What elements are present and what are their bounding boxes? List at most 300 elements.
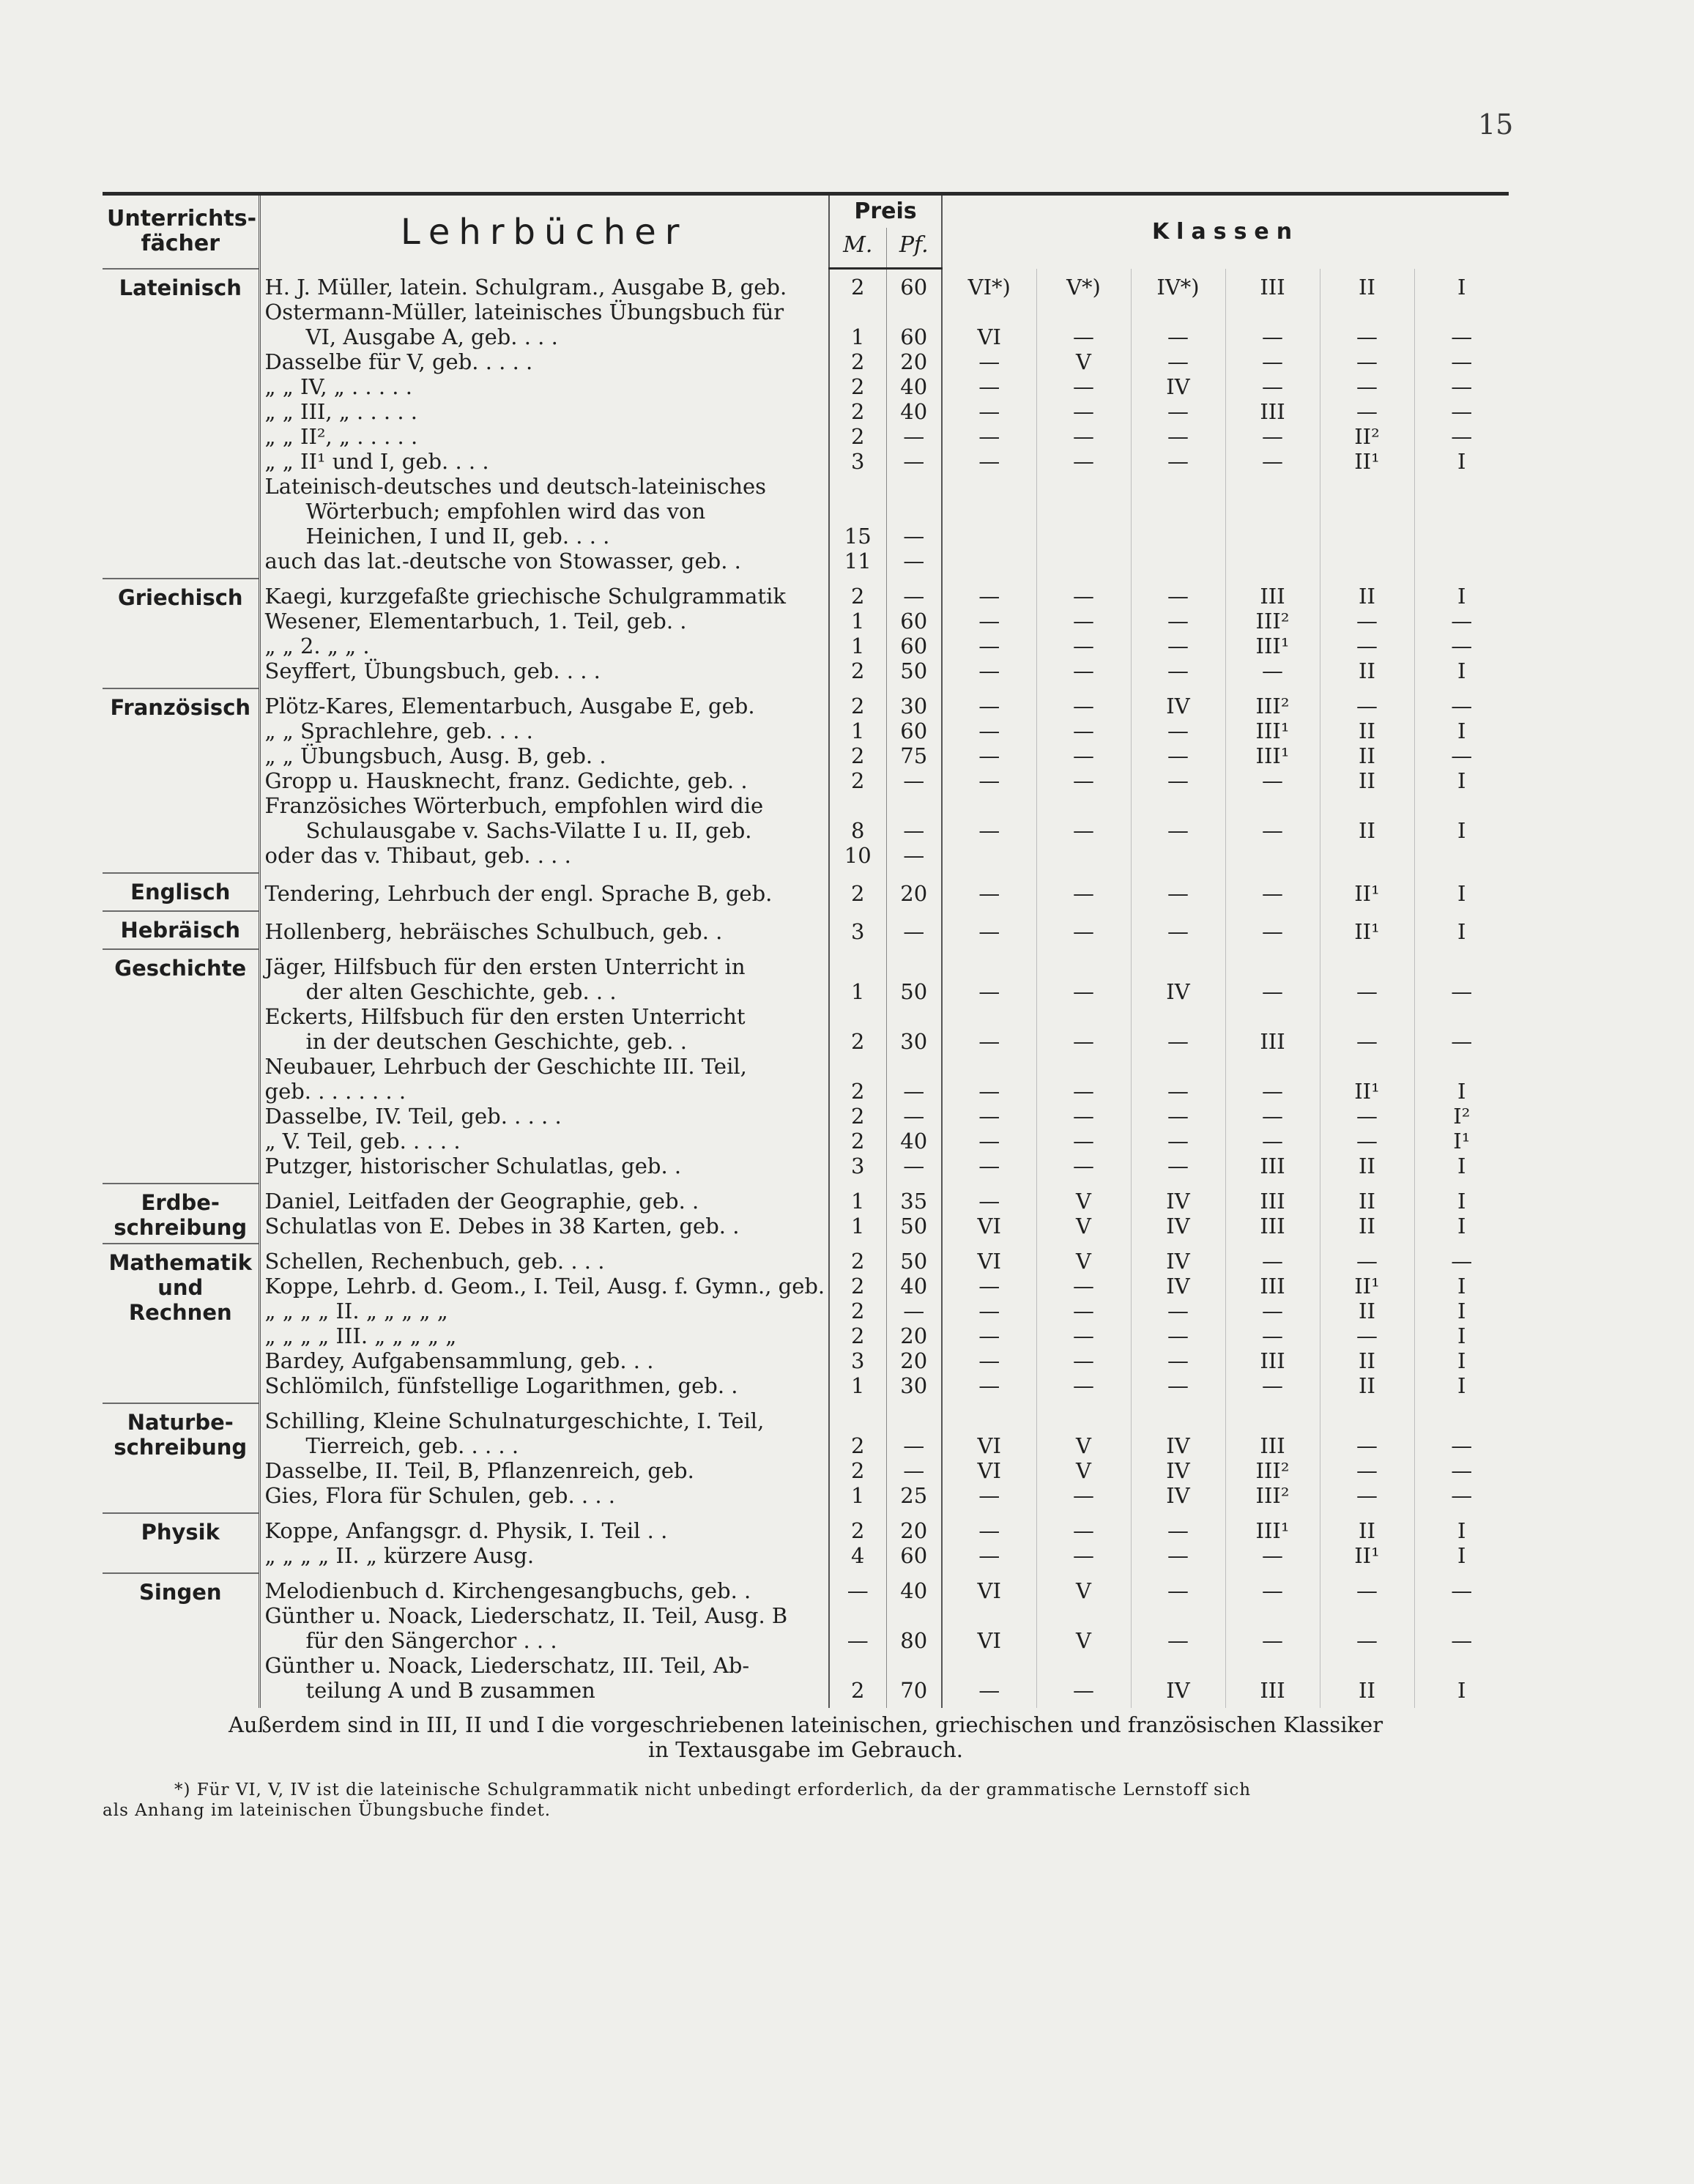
price-mark-cell: 2 <box>829 1274 886 1299</box>
price-mark-cell <box>829 1603 886 1628</box>
textbook-cell <box>259 1458 829 1483</box>
textbook-cell <box>259 1513 829 1543</box>
price-pfennig-cell: — <box>886 1433 942 1458</box>
subject-cell: Französisch <box>103 688 259 873</box>
subject-group <box>103 1244 1509 1403</box>
class-cell: — <box>1225 1373 1320 1403</box>
class-cell: — <box>1225 1079 1320 1104</box>
class-cell: — <box>1451 424 1473 449</box>
class-cell: — <box>1036 818 1131 843</box>
class-cell <box>1414 499 1509 524</box>
class-cell <box>942 1403 1036 1433</box>
textbook-title: „ „ III, „ . . . . . <box>264 399 417 424</box>
class-cell: IV <box>1131 1274 1225 1299</box>
class-cell: V <box>1036 1573 1131 1603</box>
class-cell: — <box>1131 873 1225 911</box>
class-cell <box>1131 949 1225 979</box>
class-cell: — <box>1131 718 1225 743</box>
class-cell <box>1414 1603 1509 1628</box>
page-number: 15 <box>1478 108 1514 141</box>
table-row <box>103 300 1509 324</box>
class-cell: V <box>1036 1214 1131 1244</box>
textbook-title: Wörterbuch; empfohlen wird das von <box>305 499 706 524</box>
class-cell: — <box>1320 1433 1414 1458</box>
table-row <box>103 1403 1509 1433</box>
price-pfennig-cell <box>886 1403 942 1433</box>
class-cell <box>1131 1653 1225 1678</box>
class-cell: III <box>1225 579 1320 609</box>
class-cell: — <box>1225 349 1320 374</box>
textbook-title: Melodienbuch d. Kirchengesangbuchs, geb. . <box>264 1578 751 1603</box>
price-mark-cell: 2 <box>829 658 886 688</box>
class-cell: IV <box>1131 374 1225 399</box>
price-pfennig-cell: — <box>886 579 942 609</box>
price-pfennig-cell: 40 <box>886 399 942 424</box>
class-cell: III¹ <box>1225 634 1320 658</box>
class-cell: — <box>1036 658 1131 688</box>
class-cell: I <box>1457 1518 1466 1543</box>
class-cell: — <box>1036 1129 1131 1154</box>
textbook-title: Lateinisch-deutsches und deutsch-lateinisches <box>264 474 767 499</box>
class-cell: — <box>1131 768 1225 793</box>
subject-cell: Griechisch <box>103 579 259 688</box>
price-mark-cell: 2 <box>829 768 886 793</box>
textbook-title: Ostermann-Müller, lateinisches Übungsbuch für <box>264 300 784 324</box>
class-cell: — <box>942 1348 1036 1373</box>
class-cell: I <box>1457 1189 1466 1214</box>
table-row <box>103 1323 1509 1348</box>
price-pfennig-cell: — <box>886 1154 942 1184</box>
class-cell: — <box>942 768 1036 793</box>
class-cell: II <box>1320 1348 1414 1373</box>
class-cell: — <box>942 424 1036 449</box>
price-pfennig-cell: 35 <box>886 1184 942 1214</box>
class-cell: — <box>1036 634 1131 658</box>
class-cell: — <box>1451 374 1473 399</box>
subject-group <box>103 1513 1509 1573</box>
textbook-title: Plötz-Kares, Elementarbuch, Ausgabe E, geb. <box>264 694 755 718</box>
class-cell: — <box>1451 979 1473 1004</box>
class-cell: III <box>1225 1214 1320 1244</box>
class-cell: — <box>1320 1029 1414 1054</box>
class-cell: II <box>1320 743 1414 768</box>
price-pfennig-cell: — <box>886 449 942 474</box>
footnote <box>103 1780 1509 1821</box>
textbook-title: Französiches Wörterbuch, empfohlen wird die <box>264 793 764 818</box>
class-cell: II¹ <box>1320 1543 1414 1573</box>
class-cell: — <box>1451 1249 1473 1274</box>
price-pfennig-cell: — <box>886 768 942 793</box>
class-cell: V*) <box>1036 269 1131 300</box>
table-row <box>103 1104 1509 1129</box>
subject-cell: Hebräisch <box>103 911 259 949</box>
class-cell: — <box>942 1154 1036 1184</box>
textbook-title: Koppe, Lehrb. d. Geom., I. Teil, Ausg. f. Gymn., geb. <box>264 1274 825 1299</box>
price-pfennig-cell: 80 <box>886 1628 942 1653</box>
price-mark-cell: 2 <box>829 688 886 718</box>
class-cell <box>942 1004 1036 1029</box>
table-row <box>103 549 1509 579</box>
textbook-title: Schulausgabe v. Sachs-Vilatte I u. II, geb. <box>305 818 752 843</box>
price-mark-cell: 2 <box>829 873 886 911</box>
classics-note <box>103 1712 1509 1762</box>
class-cell <box>1131 843 1225 873</box>
textbook-title: Schulatlas von E. Debes in 38 Karten, geb. . <box>264 1214 740 1238</box>
class-cell <box>1414 949 1509 979</box>
price-mark-cell: 2 <box>829 1513 886 1543</box>
class-cell: — <box>1451 324 1473 349</box>
class-cell: — <box>1131 818 1225 843</box>
class-cell: — <box>1225 873 1320 911</box>
class-cell <box>1131 1603 1225 1628</box>
class-cell: — <box>1036 1348 1131 1373</box>
class-cell: II <box>1320 1513 1414 1543</box>
textbook-title: „ „ „ „ III. „ „ „ „ „ <box>264 1323 457 1348</box>
textbook-cell <box>259 1348 829 1373</box>
class-cell <box>1036 843 1131 873</box>
class-cell <box>1225 1403 1320 1433</box>
table-row <box>103 1154 1509 1184</box>
class-cell <box>1131 524 1225 549</box>
class-cell: — <box>1225 1628 1320 1653</box>
class-cell <box>1414 549 1509 579</box>
textbook-cell <box>259 1244 829 1274</box>
textbook-cell <box>259 1603 829 1628</box>
class-cell: — <box>1225 424 1320 449</box>
table-row <box>103 873 1509 911</box>
subject-group <box>103 949 1509 1184</box>
class-cell: IV*) <box>1131 269 1225 300</box>
class-cell: — <box>1131 609 1225 634</box>
class-cell: — <box>942 1323 1036 1348</box>
price-pfennig-cell <box>886 300 942 324</box>
price-pfennig-cell: — <box>886 843 942 873</box>
pfennig-header: Pf. <box>886 228 942 269</box>
class-cell <box>1320 1004 1414 1029</box>
price-pfennig-cell: 60 <box>886 609 942 634</box>
table-row <box>103 1244 1509 1274</box>
textbook-title: „ „ „ „ II. „ kürzere Ausg. <box>264 1543 535 1568</box>
class-cell: — <box>1131 1154 1225 1184</box>
subject-cell: Lateinisch <box>103 269 259 579</box>
class-cell: VI <box>942 1433 1036 1458</box>
class-cell: — <box>1131 1543 1225 1573</box>
class-cell: III <box>1225 1154 1320 1184</box>
price-mark-cell: 10 <box>829 843 886 873</box>
subject-group <box>103 873 1509 911</box>
class-cell <box>1225 300 1320 324</box>
textbook-cell <box>259 634 829 658</box>
subject-group <box>103 1403 1509 1513</box>
class-cell: — <box>1131 324 1225 349</box>
class-cell: — <box>942 1104 1036 1129</box>
textbook-cell <box>259 1628 829 1653</box>
table-row <box>103 843 1509 873</box>
class-cell: — <box>1131 911 1225 949</box>
class-cell: IV <box>1131 1214 1225 1244</box>
class-cell: VI <box>942 1573 1036 1603</box>
class-cell <box>1225 474 1320 499</box>
price-pfennig-cell: 70 <box>886 1678 942 1708</box>
class-cell: — <box>942 579 1036 609</box>
class-cell <box>1320 524 1414 549</box>
class-cell: VI <box>942 1214 1036 1244</box>
class-cell: — <box>1225 449 1320 474</box>
class-cell: I <box>1457 658 1466 683</box>
price-pfennig-cell <box>886 1004 942 1029</box>
price-mark-cell: 2 <box>829 1244 886 1274</box>
classes-header: Klassen <box>942 194 1509 269</box>
table-row <box>103 609 1509 634</box>
class-cell: — <box>1036 1513 1131 1543</box>
class-cell <box>1036 499 1131 524</box>
class-cell: — <box>942 1029 1036 1054</box>
price-pfennig-cell: 60 <box>886 324 942 349</box>
price-pfennig-cell: 40 <box>886 1573 942 1603</box>
class-cell <box>1131 549 1225 579</box>
price-pfennig-cell: — <box>886 911 942 949</box>
class-cell: — <box>1451 609 1473 634</box>
price-mark-cell <box>829 1004 886 1029</box>
class-cell: — <box>1036 873 1131 911</box>
table-row <box>103 1513 1509 1543</box>
table-row <box>103 1029 1509 1054</box>
class-cell <box>1414 843 1509 873</box>
price-mark-cell: 1 <box>829 634 886 658</box>
class-cell: IV <box>1131 1458 1225 1483</box>
price-mark-cell: 1 <box>829 718 886 743</box>
class-cell: — <box>1320 979 1414 1004</box>
class-cell: V <box>1036 1458 1131 1483</box>
textbook-title: Wesener, Elementarbuch, 1. Teil, geb. . <box>264 609 687 634</box>
class-cell: VI <box>942 1244 1036 1274</box>
class-cell: III¹ <box>1225 743 1320 768</box>
textbook-title: Eckerts, Hilfsbuch für den ersten Unterricht <box>264 1004 746 1029</box>
price-pfennig-cell: 30 <box>886 1373 942 1403</box>
class-cell: V <box>1036 1628 1131 1653</box>
textbook-title: Heinichen, I und II, geb. . . . <box>305 524 610 549</box>
textbook-cell <box>259 768 829 793</box>
class-cell: — <box>1131 743 1225 768</box>
price-pfennig-cell: 20 <box>886 349 942 374</box>
table-row <box>103 911 1509 949</box>
textbook-title: oder das v. Thibaut, geb. . . . <box>264 843 571 868</box>
price-mark-cell: 2 <box>829 1104 886 1129</box>
class-cell: — <box>1225 374 1320 399</box>
textbook-title: für den Sängerchor . . . <box>305 1628 557 1653</box>
table-row <box>103 1348 1509 1373</box>
textbook-title: Schlömilch, fünfstellige Logarithmen, geb. . <box>264 1373 738 1398</box>
textbook-cell <box>259 300 829 324</box>
table-row <box>103 1483 1509 1513</box>
class-cell: IV <box>1131 979 1225 1004</box>
class-cell <box>1036 1653 1131 1678</box>
table-row <box>103 424 1509 449</box>
textbook-title: Dasselbe, II. Teil, B, Pflanzenreich, geb. <box>264 1458 694 1483</box>
table-row <box>103 1214 1509 1244</box>
table-row <box>103 269 1509 300</box>
textbook-title: „ „ II², „ . . . . . <box>264 424 418 449</box>
class-cell <box>1036 949 1131 979</box>
class-cell: III <box>1225 1433 1320 1458</box>
table-row <box>103 1079 1509 1104</box>
class-cell: III <box>1225 1184 1320 1214</box>
class-cell: II <box>1320 1214 1414 1244</box>
textbook-cell <box>259 1274 829 1299</box>
class-cell: — <box>1225 1323 1320 1348</box>
class-cell <box>1414 524 1509 549</box>
table-row <box>103 1628 1509 1653</box>
textbook-title: der alten Geschichte, geb. . . <box>305 979 617 1004</box>
price-pfennig-cell: 60 <box>886 269 942 300</box>
class-cell: — <box>1036 979 1131 1004</box>
class-cell: I <box>1457 1373 1466 1398</box>
price-pfennig-cell: 25 <box>886 1483 942 1513</box>
price-pfennig-cell: 60 <box>886 718 942 743</box>
class-cell <box>1036 793 1131 818</box>
class-cell: — <box>1451 1433 1473 1458</box>
class-cell: III¹ <box>1225 718 1320 743</box>
class-cell <box>1320 474 1414 499</box>
class-cell: II <box>1320 269 1414 300</box>
price-mark-cell: 1 <box>829 1184 886 1214</box>
class-cell: — <box>1131 1373 1225 1403</box>
class-cell: — <box>1036 1079 1131 1104</box>
table-row <box>103 1603 1509 1628</box>
class-cell: III <box>1225 1274 1320 1299</box>
class-cell: — <box>1036 1274 1131 1299</box>
subject-cell: Physik <box>103 1513 259 1573</box>
class-cell: — <box>942 1129 1036 1154</box>
class-cell: — <box>1036 1373 1131 1403</box>
textbook-cell <box>259 1433 829 1458</box>
class-cell: I <box>1457 1214 1466 1238</box>
price-pfennig-cell: — <box>886 1299 942 1323</box>
class-cell: — <box>1320 1244 1414 1274</box>
table-row <box>103 499 1509 524</box>
class-cell: VI <box>942 1458 1036 1483</box>
textbook-cell <box>259 1184 829 1214</box>
class-cell: III <box>1225 1348 1320 1373</box>
price-pfennig-cell: 60 <box>886 634 942 658</box>
class-cell: IV <box>1131 1433 1225 1458</box>
class-cell: — <box>1320 1573 1414 1603</box>
subject-cell: Singen <box>103 1573 259 1708</box>
class-cell: I <box>1457 1154 1466 1178</box>
class-cell: — <box>1320 1129 1414 1154</box>
textbook-cell <box>259 349 829 374</box>
class-cell: I <box>1457 718 1466 743</box>
class-cell <box>1320 843 1414 873</box>
class-cell: — <box>1131 1029 1225 1054</box>
price-mark-cell: — <box>829 1628 886 1653</box>
textbook-title: Jäger, Hilfsbuch für den ersten Unterricht in <box>264 954 746 979</box>
price-pfennig-cell: 40 <box>886 374 942 399</box>
class-cell: III² <box>1225 1483 1320 1513</box>
textbook-title: Dasselbe, IV. Teil, geb. . . . . <box>264 1104 562 1129</box>
class-cell: II² <box>1320 424 1414 449</box>
class-cell: — <box>1320 1458 1414 1483</box>
class-cell: — <box>1320 688 1414 718</box>
class-cell <box>1131 1054 1225 1079</box>
class-cell: — <box>942 1513 1036 1543</box>
price-mark-cell: 2 <box>829 424 886 449</box>
class-cell: I <box>1457 1678 1466 1703</box>
class-cell <box>1414 1004 1509 1029</box>
class-cell <box>942 1653 1036 1678</box>
textbook-table <box>103 192 1509 1708</box>
class-cell: — <box>942 1079 1036 1104</box>
class-cell: II <box>1320 1184 1414 1214</box>
textbook-cell <box>259 718 829 743</box>
class-cell: — <box>1451 1483 1473 1508</box>
class-cell: — <box>1036 1299 1131 1323</box>
textbook-cell <box>259 579 829 609</box>
class-cell: — <box>1225 1573 1320 1603</box>
class-cell <box>1414 1653 1509 1678</box>
class-cell <box>1036 300 1131 324</box>
table-row <box>103 524 1509 549</box>
class-cell: — <box>1131 1299 1225 1323</box>
class-cell: IV <box>1131 1184 1225 1214</box>
price-pfennig-cell: — <box>886 424 942 449</box>
table-row <box>103 949 1509 979</box>
table-row <box>103 688 1509 718</box>
class-cell: II <box>1320 818 1414 843</box>
class-cell: V <box>1036 1433 1131 1458</box>
class-cell <box>1036 524 1131 549</box>
class-cell <box>942 499 1036 524</box>
class-cell: — <box>1036 911 1131 949</box>
price-mark-cell: 1 <box>829 609 886 634</box>
class-cell: — <box>1036 1154 1131 1184</box>
class-cell: — <box>1320 324 1414 349</box>
class-cell <box>1036 1603 1131 1628</box>
class-cell: — <box>1225 324 1320 349</box>
table-row <box>103 634 1509 658</box>
class-cell: — <box>1225 1543 1320 1573</box>
class-cell <box>1320 1403 1414 1433</box>
class-cell <box>1036 474 1131 499</box>
class-cell <box>942 843 1036 873</box>
class-cell: I <box>1457 275 1466 300</box>
textbook-title: Tierreich, geb. . . . . <box>305 1433 519 1458</box>
class-cell: — <box>942 718 1036 743</box>
textbook-title: Günther u. Noack, Liederschatz, III. Teil, Ab- <box>264 1653 750 1678</box>
class-cell <box>1320 1054 1414 1079</box>
textbook-cell <box>259 843 829 873</box>
class-cell: — <box>942 743 1036 768</box>
class-cell: IV <box>1131 1483 1225 1513</box>
class-cell: — <box>1131 1348 1225 1373</box>
class-cell <box>1320 300 1414 324</box>
price-mark-cell: 1 <box>829 1214 886 1244</box>
class-cell: I <box>1457 1274 1466 1299</box>
class-cell: III² <box>1225 688 1320 718</box>
class-cell: II <box>1320 1373 1414 1403</box>
textbook-cell <box>259 609 829 634</box>
table-row <box>103 1274 1509 1299</box>
price-pfennig-cell: — <box>886 1104 942 1129</box>
textbook-title: Tendering, Lehrbuch der engl. Sprache B, geb. <box>264 881 773 906</box>
textbook-title: geb. . . . . . . . <box>264 1079 406 1104</box>
class-cell: — <box>1036 424 1131 449</box>
table-row <box>103 718 1509 743</box>
class-cell <box>1320 499 1414 524</box>
textbook-title: Hollenberg, hebräisches Schulbuch, geb. . <box>264 919 723 944</box>
textbook-title: Neubauer, Lehrbuch der Geschichte III. Teil, <box>264 1054 747 1079</box>
textbook-cell <box>259 658 829 688</box>
